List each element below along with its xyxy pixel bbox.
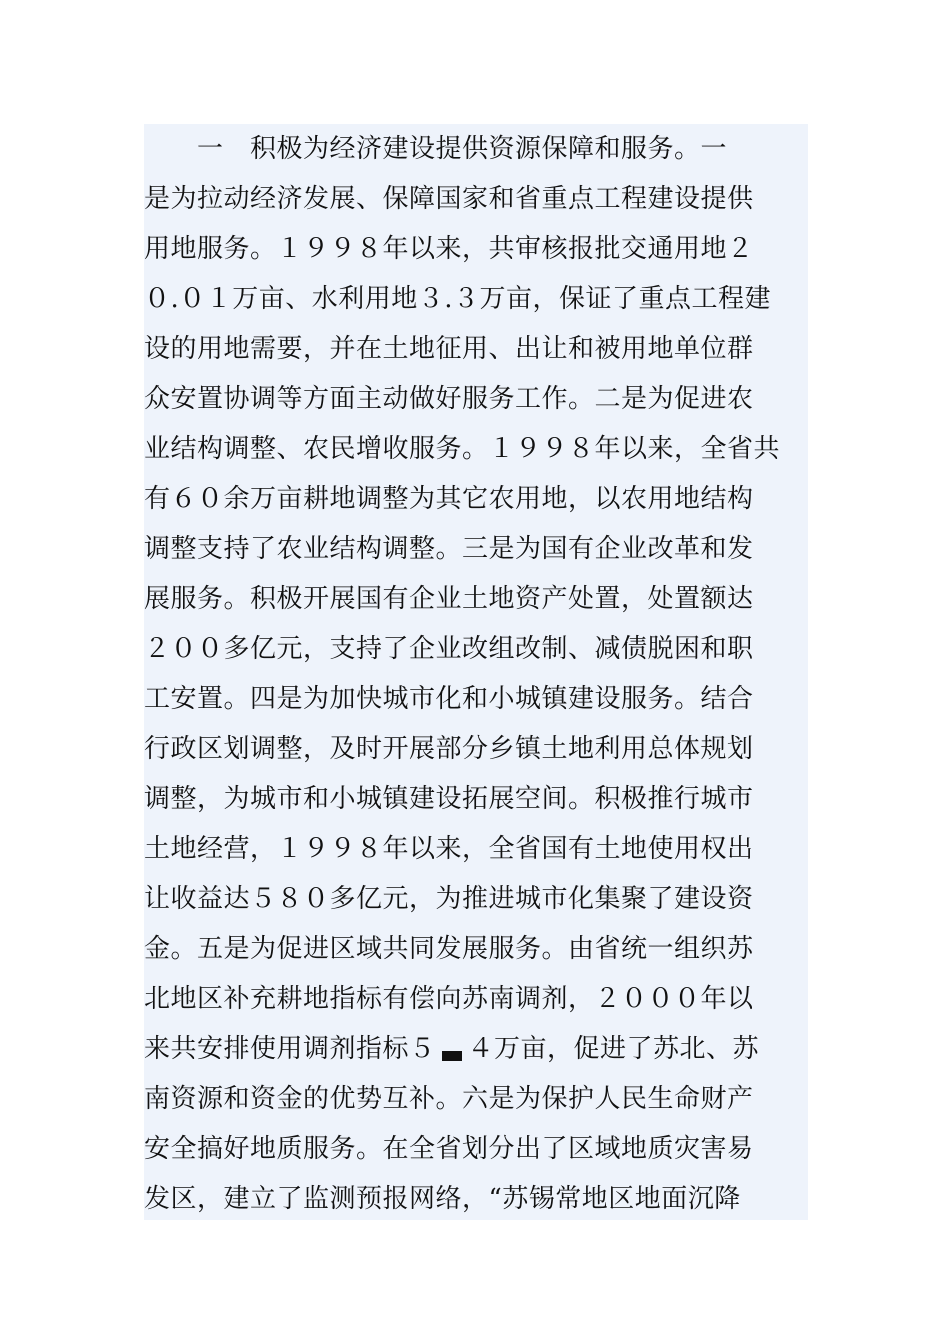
text-line: 展服务。积极开展国有企业土地资产处置，处置额达 xyxy=(144,584,754,614)
text-line: 调整支持了农业结构调整。三是为国有企业改革和发 xyxy=(144,534,754,564)
text-line: 业结构调整、农民增收服务。１９９８年以来，全省共 xyxy=(144,434,781,464)
text-line: 一 积极为经济建设提供资源保障和服务。一 xyxy=(144,134,728,164)
text-line: 众安置协调等方面主动做好服务工作。二是为促进农 xyxy=(144,384,754,414)
text-line: 设的用地需要，并在土地征用、出让和被用地单位群 xyxy=(144,334,754,364)
text-line: 是为拉动经济发展、保障国家和省重点工程建设提供 xyxy=(144,184,754,214)
text-line: 行政区划调整，及时开展部分乡镇土地利用总体规划 xyxy=(144,734,754,764)
text-line: 调整，为城市和小城镇建设拓展空间。积极推行城市 xyxy=(144,784,754,814)
text-line: 南资源和资金的优势互补。六是为保护人民生命财产 xyxy=(144,1084,754,1114)
highlighted-text-block xyxy=(144,124,808,1220)
text-line: 北地区补充耕地指标有偿向苏南调剂，２０００年以 xyxy=(144,984,754,1014)
text-line: 发区，建立了监测预报网络，“苏锡常地区地面沉降 xyxy=(144,1184,741,1214)
text-line xyxy=(144,1030,808,1068)
text-line: 用地服务。１９９８年以来，共审核报批交通用地２ xyxy=(144,234,754,264)
text-line: 让收益达５８０多亿元，为推进城市化集聚了建设资 xyxy=(144,884,754,914)
text-line: 工安置。四是为加快城市化和小城镇建设服务。结合 xyxy=(144,684,754,714)
text-line: 金。五是为促进区域共同发展服务。由省统一组织苏 xyxy=(144,934,754,964)
text-line: 安全搞好地质服务。在全省划分出了区域地质灾害易 xyxy=(144,1134,754,1164)
ocr-artifact-mark xyxy=(442,1047,462,1061)
text-line: ２００多亿元，支持了企业改组改制、减债脱困和职 xyxy=(144,634,754,664)
text-segment: 来共安排使用调剂指标５ xyxy=(144,1034,436,1064)
text-line: 土地经营，１９９８年以来，全省国有土地使用权出 xyxy=(144,834,754,864)
text-segment: ４万亩，促进了苏北、苏 xyxy=(467,1034,760,1064)
text-line: ０.０１万亩、水利用地３.３万亩，保证了重点工程建 xyxy=(144,284,772,314)
text-line: 有６０余万亩耕地调整为其它农用地，以农用地结构 xyxy=(144,484,754,514)
